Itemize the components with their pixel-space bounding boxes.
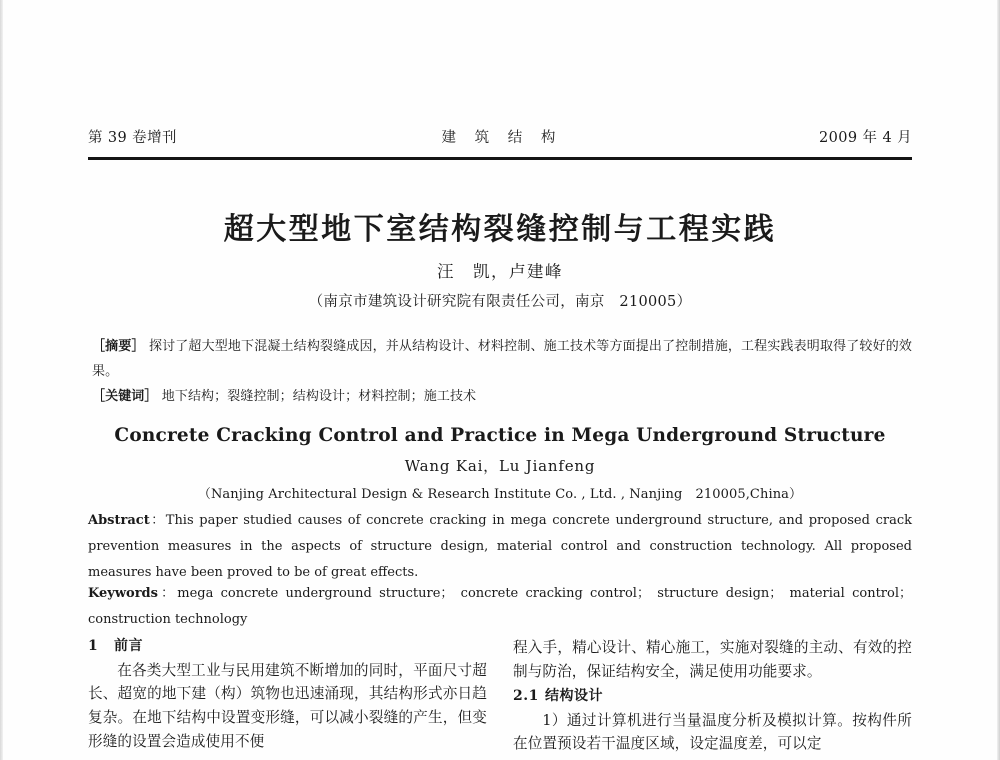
keywords-english-text: ：mega concrete underground structure； concrete cracking control； structure design； material control； construction technology [88, 586, 912, 627]
running-head-date: 2009 年 4 月 [819, 130, 912, 146]
abstract-chinese-label: ［摘要］ [92, 339, 145, 354]
keywords-chinese-label: ［关键词］ [92, 389, 158, 404]
section-heading-introduction [88, 636, 487, 658]
header-divider-rule [88, 157, 912, 160]
keywords-english [88, 581, 912, 633]
authors-english: Wang Kai，Lu Jianfeng [404, 457, 596, 475]
abstract-english-label: Abstract [88, 513, 150, 528]
paragraph-structure-design: 1）通过计算机进行当量温度分析及模拟计算。按构件所在位置预设若干温度区域，设定温度差，可以定 [513, 711, 912, 753]
affiliation-chinese: （南京市建筑设计研究院有限责任公司，南京 210005） [308, 294, 692, 310]
paragraph-continued: 程入手，精心设计、精心施工，实施对裂缝的主动、有效的控制与防治，保证结构安全，满足使用功能要求。 [513, 639, 912, 680]
section-title-2-1: 结构设计 [545, 688, 603, 705]
keywords-chinese-text: 地下结构；裂缝控制；结构设计；材料控制；施工技术 [161, 389, 477, 404]
abstract-chinese-text: 探讨了超大型地下混凝土结构裂缝成因，并从结构设计、材料控制、施工技术等方面提出了控制措施，工程实践表明取得了较好的效果。 [92, 339, 912, 380]
page-title-english: Concrete Cracking Control and Practice in Mega Underground Structure [114, 425, 886, 446]
abstract-chinese [92, 334, 912, 385]
running-head-volume: 第 39 卷增刊 [88, 130, 177, 146]
keywords-english-label: Keywords [88, 586, 158, 601]
page-content [88, 0, 912, 760]
affiliation-english: （Nanjing Architectural Design & Research Institute Co. , Ltd. , Nanjing 210005,China） [197, 487, 803, 502]
page-title-chinese: 超大型地下室结构裂缝控制与工程实践 [223, 212, 777, 248]
running-head-journal: 建 筑 结 构 [441, 130, 563, 146]
keywords-chinese [92, 384, 912, 409]
section-title-1: 前言 [114, 638, 143, 654]
body-column-right [513, 636, 912, 760]
body-column-left [88, 636, 487, 760]
paragraph-introduction: 在各类大型工业与民用建筑不断增加的同时，平面尺寸超长、超宽的地下建（构）筑物也迅速涌现，其结构形式亦日趋复杂。在地下结构中设置变形缝，可以减小裂缝的产生，但变形缝的设置会造成使用不便 [88, 661, 487, 750]
abstract-english [88, 508, 912, 586]
authors-chinese: 汪 凯，卢建峰 [437, 262, 563, 281]
section-number-2-1: 2.1 [513, 688, 539, 705]
running-head [88, 126, 912, 150]
body-columns [88, 636, 912, 760]
section-number-1: 1 [88, 638, 99, 654]
scan-edge-left [0, 0, 3, 760]
section-heading-structure-design [513, 685, 912, 707]
abstract-english-text: ：This paper studied causes of concrete cracking in mega concrete underground structure, and proposed crack prevention measures in the aspects of structure design, material control and construction technology. All proposed measures have been proved to be of great effects. [88, 513, 912, 580]
